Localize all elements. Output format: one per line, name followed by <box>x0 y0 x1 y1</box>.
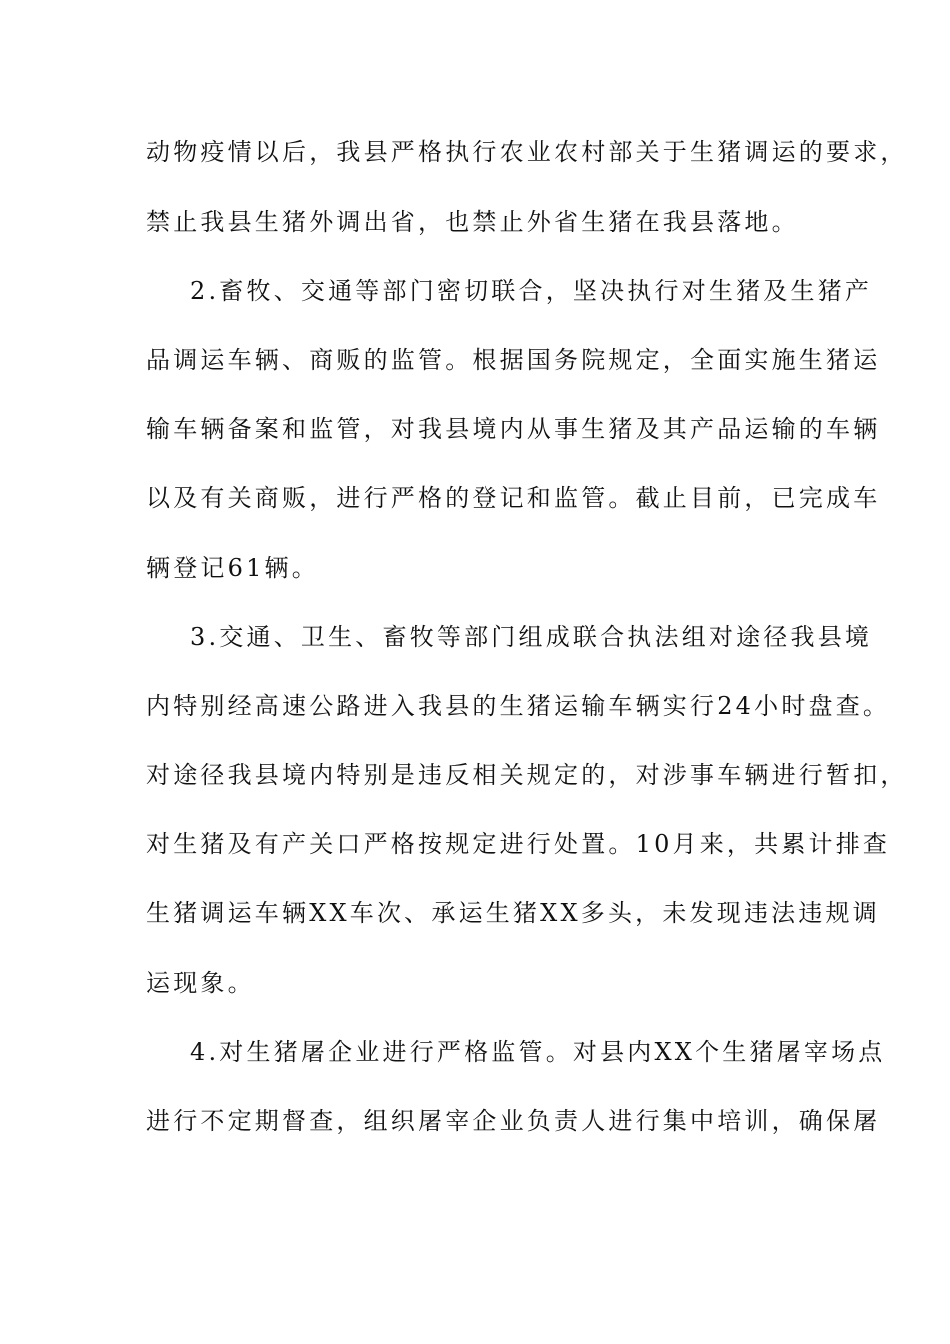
text-line: 进行不定期督查，组织屠宰企业负责人进行集中培训，确保屠 <box>146 1107 881 1135</box>
text-line: 辆登记61辆。 <box>146 554 319 582</box>
text-line: 品调运车辆、商贩的监管。根据国务院规定，全面实施生猪运 <box>146 346 881 374</box>
paragraph-4-start: 4.对生猪屠企业进行严格监管。对县内XX个生猪屠宰场点 <box>190 1038 886 1066</box>
paragraph-2-start: 2.畜牧、交通等部门密切联合，坚决执行对生猪及生猪产 <box>190 277 873 305</box>
text-line: 运现象。 <box>146 969 255 997</box>
text-line: 对途径我县境内特别是违反相关规定的，对涉事车辆进行暂扣， <box>146 761 908 789</box>
text-line: 生猪调运车辆XX车次、承运生猪XX多头，未发现违法违规调 <box>146 899 880 927</box>
text-line: 动物疫情以后，我县严格执行农业农村部关于生猪调运的要求， <box>146 138 908 166</box>
text-line: 对生猪及有产关口严格按规定进行处置。10月来，共累计排查 <box>146 830 891 858</box>
paragraph-3-start: 3.交通、卫生、畜牧等部门组成联合执法组对途径我县境 <box>190 623 873 651</box>
text-line: 禁止我县生猪外调出省，也禁止外省生猪在我县落地。 <box>146 208 799 236</box>
text-line: 以及有关商贩，进行严格的登记和监管。截止目前，已完成车 <box>146 484 881 512</box>
text-line: 输车辆备案和监管，对我县境内从事生猪及其产品运输的车辆 <box>146 415 881 443</box>
text-line: 内特别经高速公路进入我县的生猪运输车辆实行24小时盘查。 <box>146 692 891 720</box>
